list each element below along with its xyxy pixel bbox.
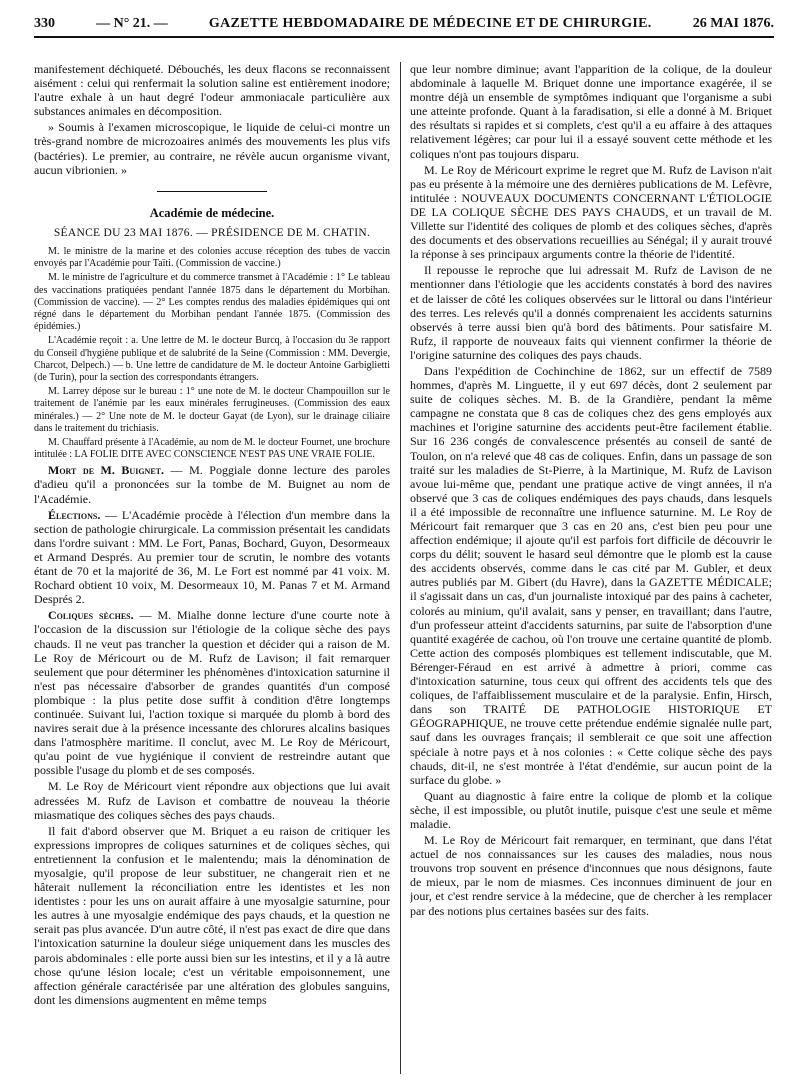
page-header xyxy=(34,10,774,38)
body-paragraph xyxy=(34,463,390,505)
section-title: Académie de médecine. xyxy=(149,205,275,220)
paragraph-text: — L'Académie procède à l'élection d'un membre dans la section de pathologie chirurgicale. La commission présentait les candidats dans l'ordre suivant : MM. Le Fort, Panas, Bochard, Guyon, Desormeaux et Armand Després. Au premier tour de scrutin, le nombre des votants étant de 70 et la majorité de 36, M. Le Fort est nommé par 41 voix. M. Rochard obtient 10 voix, M. Desormeaux 10, M. Panas 7 et M. Armand Després 2. xyxy=(34,507,390,607)
body-paragraph: que leur nombre diminue; avant l'apparition de la colique, de la douleur abdominale à laquelle M. Briquet donne une importance exagérée, il se montre déjà un ensemble de symptômes indiquant que l'organisme a subi une atteinte profonde. Quant à la faradisation, si elle a donné à M. Briquet des résultats si rapides et si complets, c'est qu'il a eu affaire à des attaques relativement légères; car pour lui il a essayé souvent cette méthode et les coliques n'ont pas toujours disparu. xyxy=(410,62,772,161)
right-column xyxy=(410,62,772,1077)
intro-paragraph: manifestement déchiqueté. Débouchés, les deux flacons se reconnaissent aisément : celui qui renfermait la solution saline est entièrement inodore; l'autre exhale à un haut degré l'odeur ammoniacale particulière aux substances animales en décomposition. xyxy=(34,62,390,119)
correspondence-item: M. Larrey dépose sur le bureau : 1° une note de M. le docteur Champouillon sur le traitement de l'anémie par les eaux minérales ferrugineuses. (Commission des eaux minérales.) — 2° Une note de M. le docteur Gayat (de Lyon), sur le drainage ciliaire dans le traitement du trichiasis. xyxy=(34,386,390,434)
body-paragraph: M. Le Roy de Méricourt vient répondre aux objections que lui avait adressées M. Rufz de Lavison et combattre de nouveau la théorie miasmatique des coliques sèches des pays chauds. xyxy=(34,779,390,822)
journal-title: GAZETTE HEBDOMADAIRE DE MÉDECINE ET DE CHIRURGIE. xyxy=(208,16,652,31)
correspondence-block xyxy=(34,246,390,461)
body-paragraph: Il repousse le reproche que lui adressait M. Rufz de Lavison de ne mentionner dans l'étiologie que les accidents constatés à bord des navires et de laisser de côté les coliques observées sur le littoral ou dans l'intérieur des terres. Les relevés qu'il a donnés comprenaient les accidents saturnins observés à terre aussi bien qu'à bord des bâtiments. Pour satisfaire M. Rufz, il rapporte de nouveaux faits qui viennent confirmer la théorie de l'origine saturnine des coliques des pays chauds. xyxy=(410,263,772,362)
column-rule xyxy=(400,62,401,1074)
body-paragraph: Il fait d'abord observer que M. Briquet a eu raison de critiquer les expressions impropres de coliques saturnines et de coliques sèches, qui entretiennent la confusion et le malentendu; mais la dénomination de myosalgie, qu'il propose de leur substituer, ne changerait rien et ne hâterait nullement la réconciliation entre les identistes et les non identistes : pour les uns on aurait affaire à une myosalgie saturnine, pour les autres à une myosalgie endémique des pays chauds, et la question ne serait pas plus avancée. D'un autre côté, il n'est pas exact de dire que dans l'intoxication saturnine la douleur siége uniquement dans les muscles des parois abdominales : elle porte aussi bien sur les intestins, et il y a là autre chose qu'une lésion locale; c'est un véritable empoisonnement, une affection générale caractérisée par une altération des globules sanguins, dont les dimensions augmentent en même temps xyxy=(34,823,390,1007)
body-paragraph: M. Le Roy de Méricourt exprime le regret que M. Rufz de Lavison n'ait pas eu présente à la mémoire une des dernières publications de M. Lefèvre, intitulée : NOUVEAUX DOCUMENTS CONCERNANT L'ÉTIOLOGIE DE LA COLIQUE SÈCHE DES PAYS CHAUDS, et un travail de M. Villette sur l'identité des coliques de plomb et des coliques sèches, d'après des documents et des observations recueillies au Sénégal; il y aurait trouvé la réponse à ses principaux arguments contre la théorie de l'identité. xyxy=(410,162,772,262)
issue-date: 26 MAI 1876. xyxy=(692,16,774,31)
separator-line xyxy=(157,191,267,192)
body-paragraph: Quant au diagnostic à faire entre la colique de plomb et la colique sèche, il est impossible, ou plutôt inutile, puisque c'est une seule et même maladie. xyxy=(410,788,772,831)
body-paragraph: Dans l'expédition de Cochinchine de 1862, sur un effectif de 7589 hommes, d'après M. Linguette, il y eut 697 décès, dont 2 seulement par suite de coliques sèches. M. B. de la Grandière, pendant la même campagne ne constata que 8 cas de coliques chez des gens employés aux machines et l'origine saturnine des accidents peut-être facilement établie. Sur 16 236 congés de convalescence présentés au conseil de santé de Toulon, on n'a relevé que 48 cas de coliques. Enfin, dans un passage de son traité sur les maladies de St-Pierre, à la Martinique, M. Rufz de Lavison avoue lui-même que, pendant une pratique active de vingt années, il n'a observé que 3 cas de coliques endémiques des pays chauds, dans lesquels il a été impossible de reconnaître une influence saturnine. M. Le Roy de Méricourt fait remarquer que 3 cas en 20 ans, c'est bien peu pour une affection endémique; il ajoute qu'il est parfois fort difficile de découvrir le corps du délit; souvent le hasard seul démontre que le plomb est la cause des accidents observés, comme dans le cas cité par M. Gubler, et deux autres publiés par M. Gibert (du Havre), dans la GAZETTE MÉDICALE; il s'agissait dans un cas, d'un journaliste intoxiqué par des pains à cacheter, colorés au minium, qu'il avalait, sans y penser, en travaillant; dans l'autre, d'un professeur atteint d'accidents saturnins, par suite de l'absorption d'une quantité exagérée de cachou, où l'on trouve une certaine quantité de plomb. Cette action des composés plombiques est tellement indiscutable, que M. Bérenger-Féraud en est arrivé à admettre à priori, comme cas d'intoxication saturnine, tous ceux qui offrent des accidents tels que des coliques, de l'affaiblissement musculaire et de la paralysie. Enfin, Hirsch, dans son TRAITÉ DE PATHOLOGIE HISTORIQUE ET GÉOGRAPHIQUE, ne trouve cette prétendue endémie signalée nulle part, sauf dans les ouvrages français; il semblerait ce que soit une affection spéciale à notre pays et à nos colonies : « Cette colique sèche des pays chauds, dit-il, ne s'est montrée à l'état d'endémie, sur aucun point de la surface du globe. » xyxy=(410,363,772,787)
correspondence-item: M. le ministre de la marine et des colonies accuse réception des tubes de vaccin envoyés par l'Académie pour Taïti. (Commission de vaccine.) xyxy=(34,245,390,270)
correspondence-item: M. le ministre de l'agriculture et du commerce transmet à l'Académie : 1° Le tableau des vaccinations pratiquées pendant l'année 1875 dans le département du Morbihan. (Commission de vaccine). — 2° Les comptes rendus des maladies épidémiques qui ont régné dans le département du Morbihan pendant l'année 1875. (Commission des épidémies.) xyxy=(34,272,390,333)
paragraph-lead: Élections. xyxy=(48,507,101,522)
body-paragraph xyxy=(34,608,390,777)
page-number: 330 xyxy=(34,16,55,31)
paragraph-lead: Coliques sèches. xyxy=(48,608,134,623)
issue-number: — N° 21. — xyxy=(96,16,168,31)
intro-paragraph: » Soumis à l'examen microscopique, le liquide de celui-ci montre un très-grand nombre de microzoaires animés des mouvements les plus vifs (bactéries). Le premier, au contraire, ne révèle aucun organisme vivant, aucun vibrionien. » xyxy=(34,120,390,177)
paragraph-text: — M. Poggiale donne lecture des paroles d'adieu qu'il a prononcées sur la tombe de M. Buignet au nom de l'Académie. xyxy=(34,463,390,506)
correspondence-item: M. Chauffard présente à l'Académie, au nom de M. le docteur Fournet, une brochure intitulée : LA FOLIE DITE AVEC CONSCIENCE N'EST PAS UNE VRAIE FOLIE. xyxy=(34,436,390,461)
correspondence-item: L'Académie reçoit : a. Une lettre de M. le docteur Burcq, à l'occasion du 3e rapport du Conseil d'hygiène publique et de salubrité de la Seine (Commission : MM. Devergie, Charcot, Delpech.) — b. Une lettre de candidature de M. le docteur Antoine Garbiglietti (de Turin), pour la section des correspondants étrangers. xyxy=(34,335,390,383)
left-column xyxy=(34,62,390,1077)
body-paragraph xyxy=(34,508,390,607)
seance-heading: SÉANCE DU 23 MAI 1876. — PRÉSIDENCE DE M. CHATIN. xyxy=(53,226,371,239)
paragraph-lead: Mort de M. Buignet. xyxy=(48,463,164,478)
paragraph-text: — M. Mialhe donne lecture d'une courte note à l'occasion de la discussion sur l'étiologie de la colique sèche des pays chauds. Il ne veut pas trancher la question et décider qui a raison de M. Le Roy de Méricourt ou de M. Rufz de Lavison; il fait remarquer seulement que pour déterminer les phénomènes d'intoxication saturnine il n'est pas nécessaire d'absorber de grandes quantités d'un composé plombique : la plus petite dose suffit à condition d'être longtemps continuée. Suivant lui, l'action toxique si marquée du plomb à bord des navires serait due à la présence incessante des chlorures alcalins basiques dans l'atmosphère maritime. Il conclut, avec M. Le Roy de Méricourt, qu'au point de vue hygiénique il convient de restreindre autant que possible l'usage du plomb et de ses composés. xyxy=(34,608,390,778)
body-paragraph: M. Le Roy de Méricourt fait remarquer, en terminant, que dans l'état actuel de nos connaissances sur les causes des maladies, nous nous trouvons trop souvent en présence d'inconnues que nous désignons, faute de mieux, par le nom de miasmes. Ces inconnues diminuent de jour en jour, et c'est rendre service à la médecine, que de chercher à les remplacer par des notions plus certaines basées sur des faits. xyxy=(410,833,772,918)
